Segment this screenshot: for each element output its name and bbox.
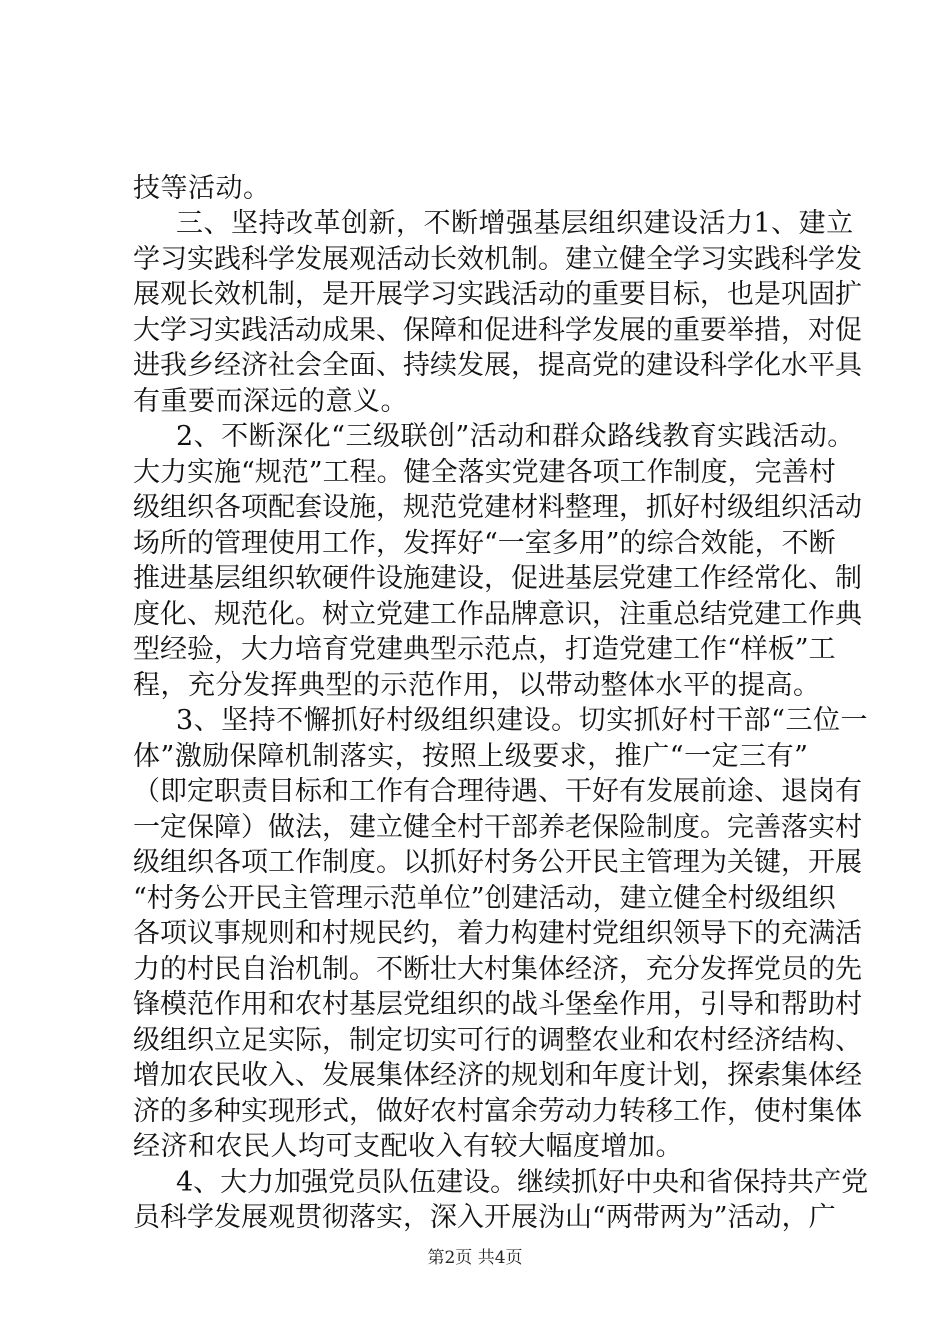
- paragraph-first-line: 4、大力加强党员队伍建设。继续抓好中央和省保持共产党: [176, 1167, 869, 1198]
- text-line: 级组织各项配套设施，规范党建材料整理，抓好村级组织活动: [133, 492, 862, 523]
- text-line: 型经验，大力培育党建典型示范点，打造党建工作“样板”工: [133, 634, 836, 665]
- text-line: 展观长效机制，是开展学习实践活动的重要目标，也是巩固扩: [133, 279, 862, 310]
- text-line: 一定保障）做法，建立健全村干部养老保险制度。完善落实村: [133, 812, 862, 843]
- text-line: 力的村民自治机制。不断壮大村集体经济，充分发挥党员的先: [133, 954, 862, 985]
- text-line: 程，充分发挥典型的示范作用，以带动整体水平的提高。: [133, 670, 821, 701]
- text-line: 场所的管理使用工作，发挥好“一室多用”的综合效能，不断: [133, 528, 836, 559]
- text-line: （即定职责目标和工作有合理待遇、干好有发展前途、退岗有: [133, 776, 862, 807]
- text-line: 技等活动。: [133, 173, 271, 204]
- paragraph-first-line: 3、坚持不懈抓好村级组织建设。切实抓好村干部“三位一: [176, 705, 868, 736]
- text-line: 有重要而深远的意义。: [133, 386, 408, 417]
- paragraph-first-line: 2、不断深化“三级联创”活动和群众路线教育实践活动。: [176, 421, 855, 452]
- text-line: 级组织各项工作制度。以抓好村务公开民主管理为关键，开展: [133, 847, 862, 878]
- text-line: 进我乡经济社会全面、持续发展，提高党的建设科学化水平具: [133, 350, 862, 381]
- text-line: 推进基层组织软硬件设施建设，促进基层党建工作经常化、制: [133, 563, 862, 594]
- text-line: 增加农民收入、发展集体经济的规划和年度计划，探索集体经: [133, 1060, 862, 1091]
- text-line: 体”激励保障机制落实，按照上级要求，推广“一定三有”: [133, 741, 809, 772]
- text-line: 员科学发展观贯彻落实，深入开展沩山“两带两为”活动，广: [133, 1202, 836, 1233]
- text-line: 级组织立足实际，制定切实可行的调整农业和农村经济结构、: [133, 1025, 862, 1056]
- text-line: 济的多种实现形式，做好农村富余劳动力转移工作，使村集体: [133, 1096, 862, 1127]
- text-line: 锋模范作用和农村基层党组织的战斗堡垒作用，引导和帮助村: [133, 989, 862, 1020]
- text-line: 度化、规范化。树立党建工作品牌意识，注重总结党建工作典: [133, 599, 862, 630]
- page-number-footer: 第2页 共4页: [427, 1248, 523, 1268]
- text-line: “村务公开民主管理示范单位”创建活动，建立健全村级组织: [133, 883, 836, 914]
- text-line: 经济和农民人均可支配收入有较大幅度增加。: [133, 1131, 683, 1162]
- section-heading-line: 三、坚持改革创新，不断增强基层组织建设活力1、建立: [176, 208, 854, 239]
- text-line: 学习实践科学发展观活动长效机制。建立健全学习实践科学发: [133, 244, 862, 275]
- text-line: 大学习实践活动成果、保障和促进科学发展的重要举措，对促: [133, 315, 862, 346]
- text-line: 各项议事规则和村规民约，着力构建村党组织领导下的充满活: [133, 918, 862, 949]
- text-line: 大力实施“规范”工程。健全落实党建各项工作制度，完善村: [133, 457, 836, 488]
